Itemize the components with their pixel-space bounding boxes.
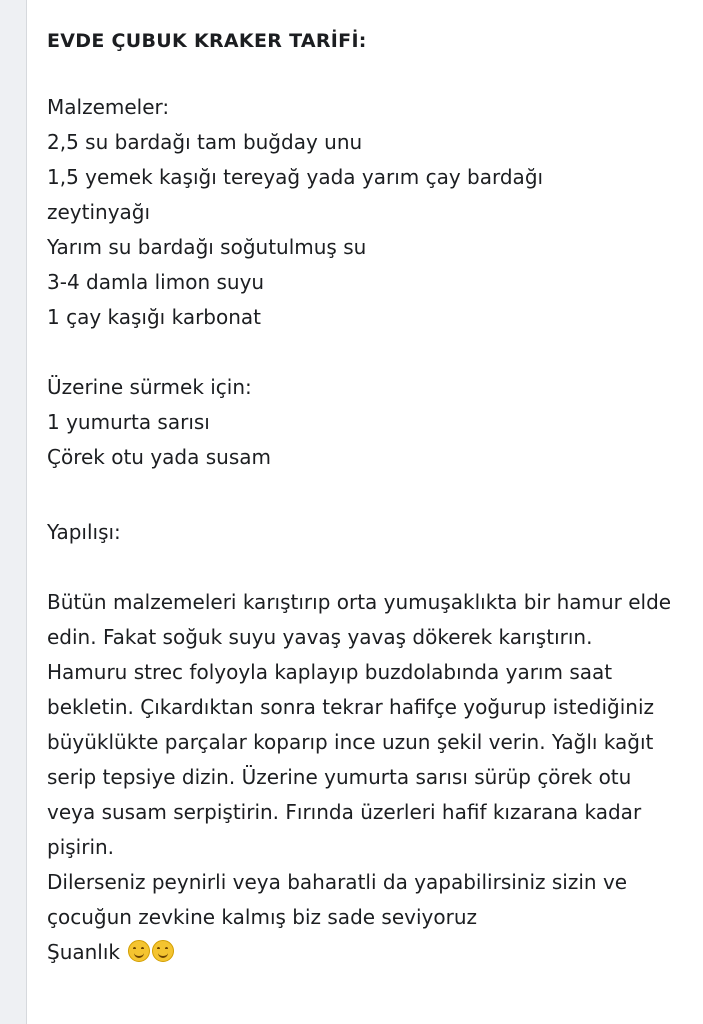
method-heading: Yapılışı: [47, 520, 121, 544]
topping-item: Çörek otu yada susam [47, 445, 271, 469]
ingredient-item: zeytinyağı [47, 200, 151, 224]
ingredient-item: 1,5 yemek kaşığı tereyağ yada yarım çay bardağı [47, 165, 544, 189]
ingredient-item: 2,5 su bardağı tam buğday unu [47, 130, 363, 154]
ingredient-item: 1 çay kaşığı karbonat [47, 305, 262, 329]
topping-heading: Üzerine sürmek için: [47, 375, 252, 399]
recipe-title: EVDE ÇUBUK KRAKER TARİFİ: [47, 30, 367, 52]
method-text: Bütün malzemeleri karıştırıp orta yumuşaklıkta bir hamur elde edin. Fakat soğuk suyu yavaş yavaş dökerek karıştırın. Hamuru strec folyoyla kaplayıp buzdolabında yarım saat bekletin. Çıkardıktan sonra tekrar hafifçe yoğurup istediğiniz büyüklükte parçalar koparıp ince uzun şekil verin. Yağlı kağıt serip tepsiye dizin. Üzerine yumurta sarısı sürüp çörek otu veya susam serpiştirin. Fırında üzerleri hafif kızarana kadar pişirin. [47, 590, 672, 859]
closing-text: Dilerseniz peynirli veya baharatli da yapabilirsiniz sizin ve çocuğun zevkine kalmış biz sade seviyoruz [47, 870, 628, 929]
ingredient-item: Yarım su bardağı soğutulmuş su [47, 235, 367, 259]
ingredient-list [47, 125, 683, 335]
smiling-face-icon [152, 940, 174, 962]
post-card [26, 0, 703, 1024]
final-word: Şuanlık [47, 940, 120, 964]
ingredient-item: 3-4 damla limon suyu [47, 270, 265, 294]
smiling-face-icon [128, 940, 150, 962]
ingredients-heading: Malzemeler: [47, 95, 170, 119]
closing-final-line [47, 935, 683, 970]
topping-item: 1 yumurta sarısı [47, 410, 210, 434]
topping-list [47, 405, 683, 475]
